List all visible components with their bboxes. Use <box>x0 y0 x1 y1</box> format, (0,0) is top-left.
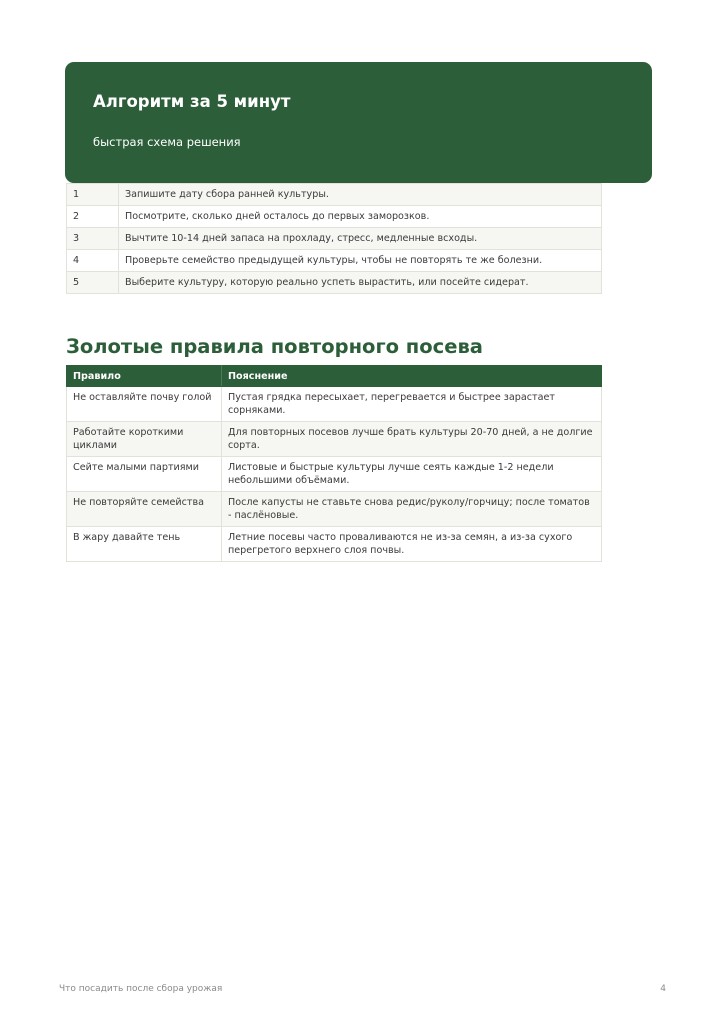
step-number: 3 <box>67 228 119 250</box>
column-header-rule: Правило <box>67 366 222 387</box>
explanation-cell: После капусты не ставьте снова редис/руколу/горчицу; после томатов - паслёновые. <box>222 492 602 527</box>
step-text: Посмотрите, сколько дней осталось до первых заморозков. <box>119 206 602 228</box>
step-row <box>67 228 602 250</box>
column-header-explanation: Пояснение <box>222 366 602 387</box>
rule-cell: В жару давайте тень <box>67 527 222 562</box>
algorithm-steps-table <box>66 183 602 294</box>
rule-cell: Работайте короткими циклами <box>67 422 222 457</box>
step-number: 4 <box>67 250 119 272</box>
banner-subtitle: быстрая схема решения <box>93 135 241 149</box>
footer-page-number: 4 <box>660 984 666 994</box>
explanation-cell: Для повторных посевов лучше брать культуры 20-70 дней, а не долгие сорта. <box>222 422 602 457</box>
banner-title: Алгоритм за 5 минут <box>93 92 291 111</box>
explanation-cell: Летние посевы часто проваливаются не из-за семян, а из-за сухого перегретого верхнего слоя почвы. <box>222 527 602 562</box>
step-number: 5 <box>67 272 119 294</box>
explanation-cell: Листовые и быстрые культуры лучше сеять каждые 1-2 недели небольшими объёмами. <box>222 457 602 492</box>
table-row <box>67 527 602 562</box>
step-number: 2 <box>67 206 119 228</box>
rules-table <box>66 365 602 562</box>
table-row <box>67 492 602 527</box>
step-row <box>67 272 602 294</box>
table-row <box>67 422 602 457</box>
rule-cell: Не повторяйте семейства <box>67 492 222 527</box>
table-row <box>67 457 602 492</box>
step-text: Выберите культуру, которую реально успеть вырастить, или посейте сидерат. <box>119 272 602 294</box>
table-row <box>67 387 602 422</box>
footer-document-title: Что посадить после сбора урожая <box>59 984 223 994</box>
rule-cell: Сейте малыми партиями <box>67 457 222 492</box>
step-row <box>67 184 602 206</box>
section-title: Золотые правила повторного посева <box>66 335 483 358</box>
explanation-cell: Пустая грядка пересыхает, перегревается и быстрее зарастает сорняками. <box>222 387 602 422</box>
step-number: 1 <box>67 184 119 206</box>
step-text: Запишите дату сбора ранней культуры. <box>119 184 602 206</box>
table-header-row <box>67 366 602 387</box>
algorithm-banner <box>65 62 652 183</box>
step-text: Вычтите 10-14 дней запаса на прохладу, стресс, медленные всходы. <box>119 228 602 250</box>
step-row <box>67 250 602 272</box>
rule-cell: Не оставляйте почву голой <box>67 387 222 422</box>
step-row <box>67 206 602 228</box>
step-text: Проверьте семейство предыдущей культуры, чтобы не повторять те же болезни. <box>119 250 602 272</box>
